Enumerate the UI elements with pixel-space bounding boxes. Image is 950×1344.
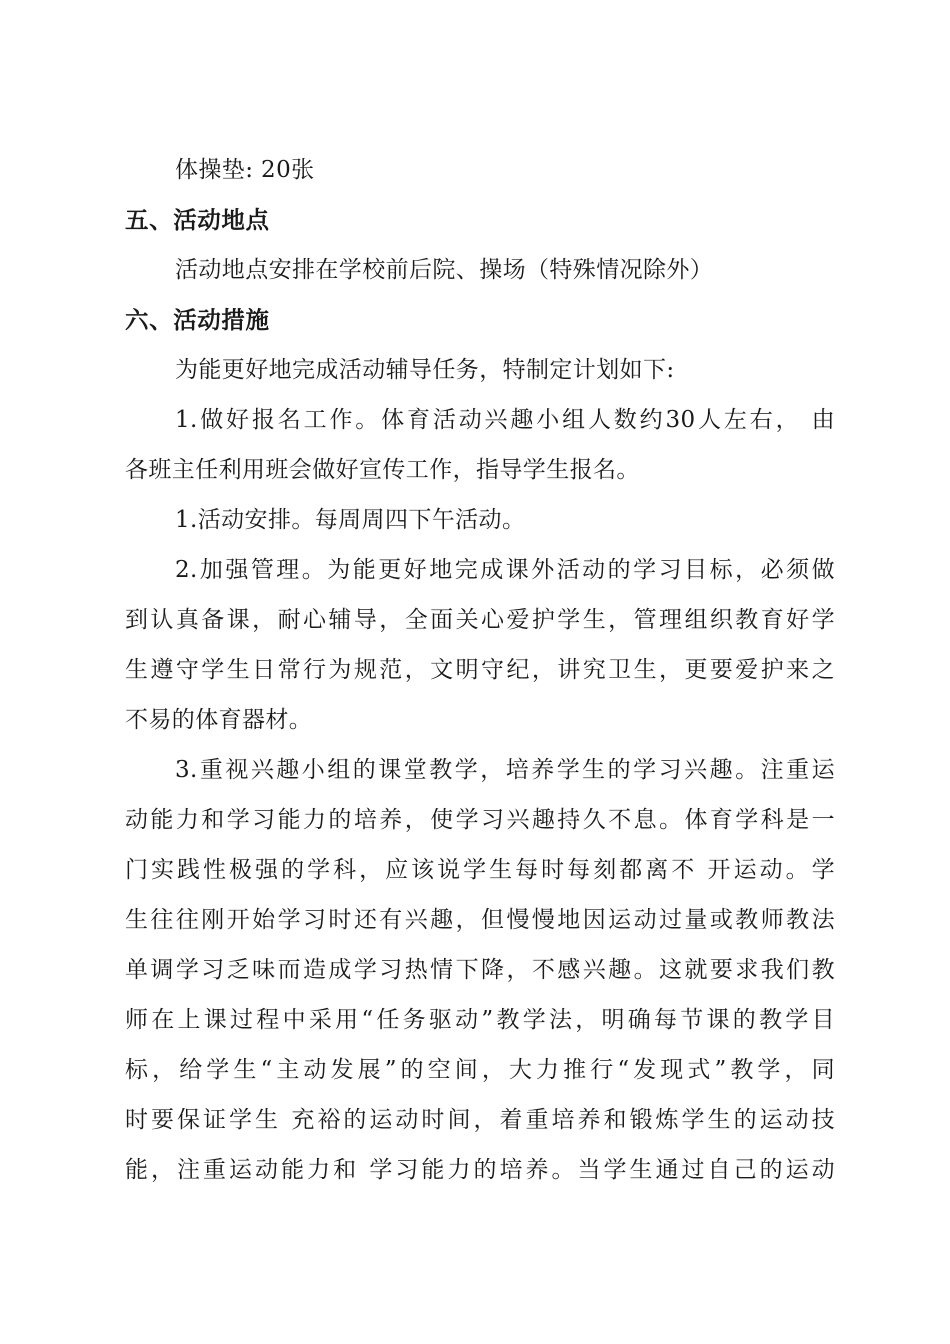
paragraph-line: 生往往刚开始学习时还有兴趣，但慢慢地因运动过量或教师教法 [125, 907, 835, 933]
paragraph-line: 能，注重运动能力和 学习能力的培养。当学生通过自己的运动 [125, 1157, 835, 1183]
paragraph-line: 师在上课过程中采用“任务驱动”教学法，明确每节课的教学目 [125, 1007, 835, 1033]
location-paragraph: 活动地点安排在学校前后院、操场（特殊情况除外） [175, 257, 714, 283]
paragraph-line: 单调学习乏味而造成学习热情下降，不感兴趣。这就要求我们教 [125, 957, 835, 983]
paragraph-line: 不易的体育器材。 [125, 707, 313, 733]
section-heading-location: 五、活动地点 [125, 206, 270, 234]
section-heading-measures: 六、活动措施 [125, 306, 270, 334]
paragraph-line: 1.做好报名工作。体育活动兴趣小组人数约30人左右， 由 [175, 407, 835, 433]
paragraph-line: 各班主任利用班会做好宣传工作，指导学生报名。 [125, 457, 640, 483]
measures-intro: 为能更好地完成活动辅导任务，特制定计划如下: [175, 357, 675, 383]
paragraph-line: 动能力和学习能力的培养，使学习兴趣持久不息。体育学科是一 [125, 807, 835, 833]
paragraph-line: 门实践性极强的学科，应该说学生每时每刻都离不 开运动。学 [125, 857, 835, 883]
paragraph-line: 1.活动安排。每周周四下午活动。 [175, 507, 526, 533]
paragraph-line: 生遵守学生日常行为规范，文明守纪，讲究卫生，更要爱护来之 [125, 657, 835, 683]
paragraph-line: 标，给学生“主动发展”的空间，大力推行“发现式”教学，同 [125, 1057, 835, 1083]
paragraph-line: 2.加强管理。为能更好地完成课外活动的学习目标，必须做 [175, 557, 835, 583]
equipment-item-gym-mat: 体操垫: 20张 [175, 157, 315, 183]
paragraph-line: 时要保证学生 充裕的运动时间，着重培养和锻炼学生的运动技 [125, 1107, 835, 1133]
paragraph-line: 到认真备课，耐心辅导，全面关心爱护学生，管理组织教育好学 [125, 607, 835, 633]
paragraph-line: 3.重视兴趣小组的课堂教学，培养学生的学习兴趣。注重运 [175, 757, 835, 783]
